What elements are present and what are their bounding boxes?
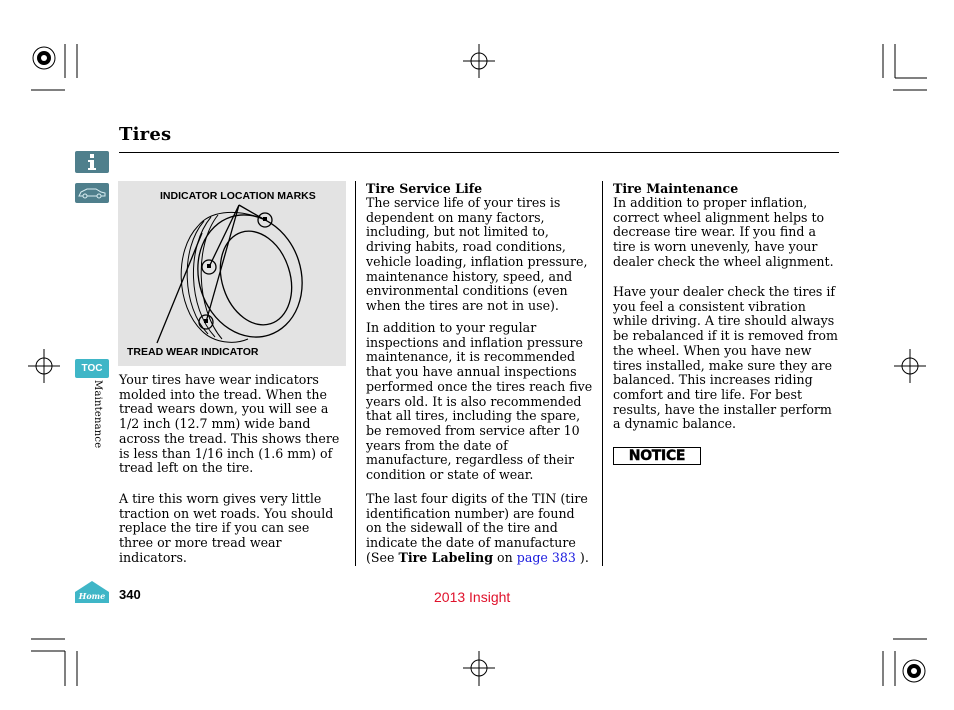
column-divider-1 <box>355 181 356 566</box>
header-divider <box>119 152 839 153</box>
tin-text: The last four digits of the TIN (tire identification number) are found on the sidewall of the tire and indicate the date of manufacture (See <box>366 491 588 565</box>
tire-illustration <box>118 181 346 366</box>
page-number: 340 <box>119 587 141 602</box>
left-paragraph-replace-tire: A tire this worn gives very little traction on wet roads. You should replace the tire if you can see three or more tread wear indicators. <box>119 491 334 565</box>
home-button[interactable] <box>75 581 109 603</box>
footer-model-title: 2013 Insight <box>434 589 511 605</box>
middle-paragraph-inspections: In addition to your regular inspections and inflation pressure maintenance, it is recommended that you have annual inspections performed once the tires reach five years old. It is also recommended that all tires, including the spare, be removed from service after 10 years from the date of manufacture, regardless of their condition or state of wear. <box>366 320 593 483</box>
on-text: on <box>497 549 513 565</box>
middle-paragraph-service-life: The service life of your tires is dependent on many factors, including, but not limited to, driving habits, road conditions, vehicle loading, inflation pressure, maintenance history, speed, and environmental conditions (even when the tires are not in use). <box>366 195 588 313</box>
info-button[interactable] <box>75 151 109 173</box>
left-paragraph-wear-indicators: Your tires have wear indicators molded into the tread. When the tread wears down, you will see a 1/2 inch (12.7 mm) wide band across the tread. This shows there is less than 1/16 inch (1.6 mm) of tread left on the tire. <box>119 372 340 476</box>
page-383-link[interactable]: page 383 <box>516 549 576 565</box>
figure-label-tread-wear-indicator: TREAD WEAR INDICATOR <box>127 346 259 358</box>
tire-wear-figure <box>118 181 346 366</box>
column-divider-2 <box>602 181 603 566</box>
tire-service-life-heading: Tire Service Life <box>366 181 483 196</box>
home-label: Home <box>78 591 106 601</box>
tire-maintenance-heading: Tire Maintenance <box>613 181 739 196</box>
right-paragraph-balance: Have your dealer check the tires if you feel a consistent vibration while driving. A tire should always be rebalanced if it is removed from the wheel. When you have new tires installed, make sure they are balanced. This increases riding comfort and tire life. For best results, have the installer perform a dynamic balance. <box>613 284 838 432</box>
section-label: Maintenance <box>92 380 103 449</box>
right-paragraph-alignment: In addition to proper inflation, correct wheel alignment helps to decrease tire wear. If you find a tire is worn unevenly, have your dealer check the wheel alignment. <box>613 195 834 269</box>
tire-labeling-reference: Tire Labeling <box>398 549 494 565</box>
notice-label: NOTICE <box>628 448 686 464</box>
page-title: Tires <box>119 124 172 145</box>
car-icon <box>77 187 107 199</box>
tin-closing: ). <box>579 549 589 565</box>
middle-paragraph-tin <box>366 492 590 566</box>
notice-badge <box>613 447 701 465</box>
toc-button[interactable]: TOC <box>75 359 109 378</box>
vehicle-index-button[interactable] <box>75 183 109 203</box>
info-icon <box>85 153 99 171</box>
figure-label-indicator-marks: INDICATOR LOCATION MARKS <box>160 190 316 202</box>
